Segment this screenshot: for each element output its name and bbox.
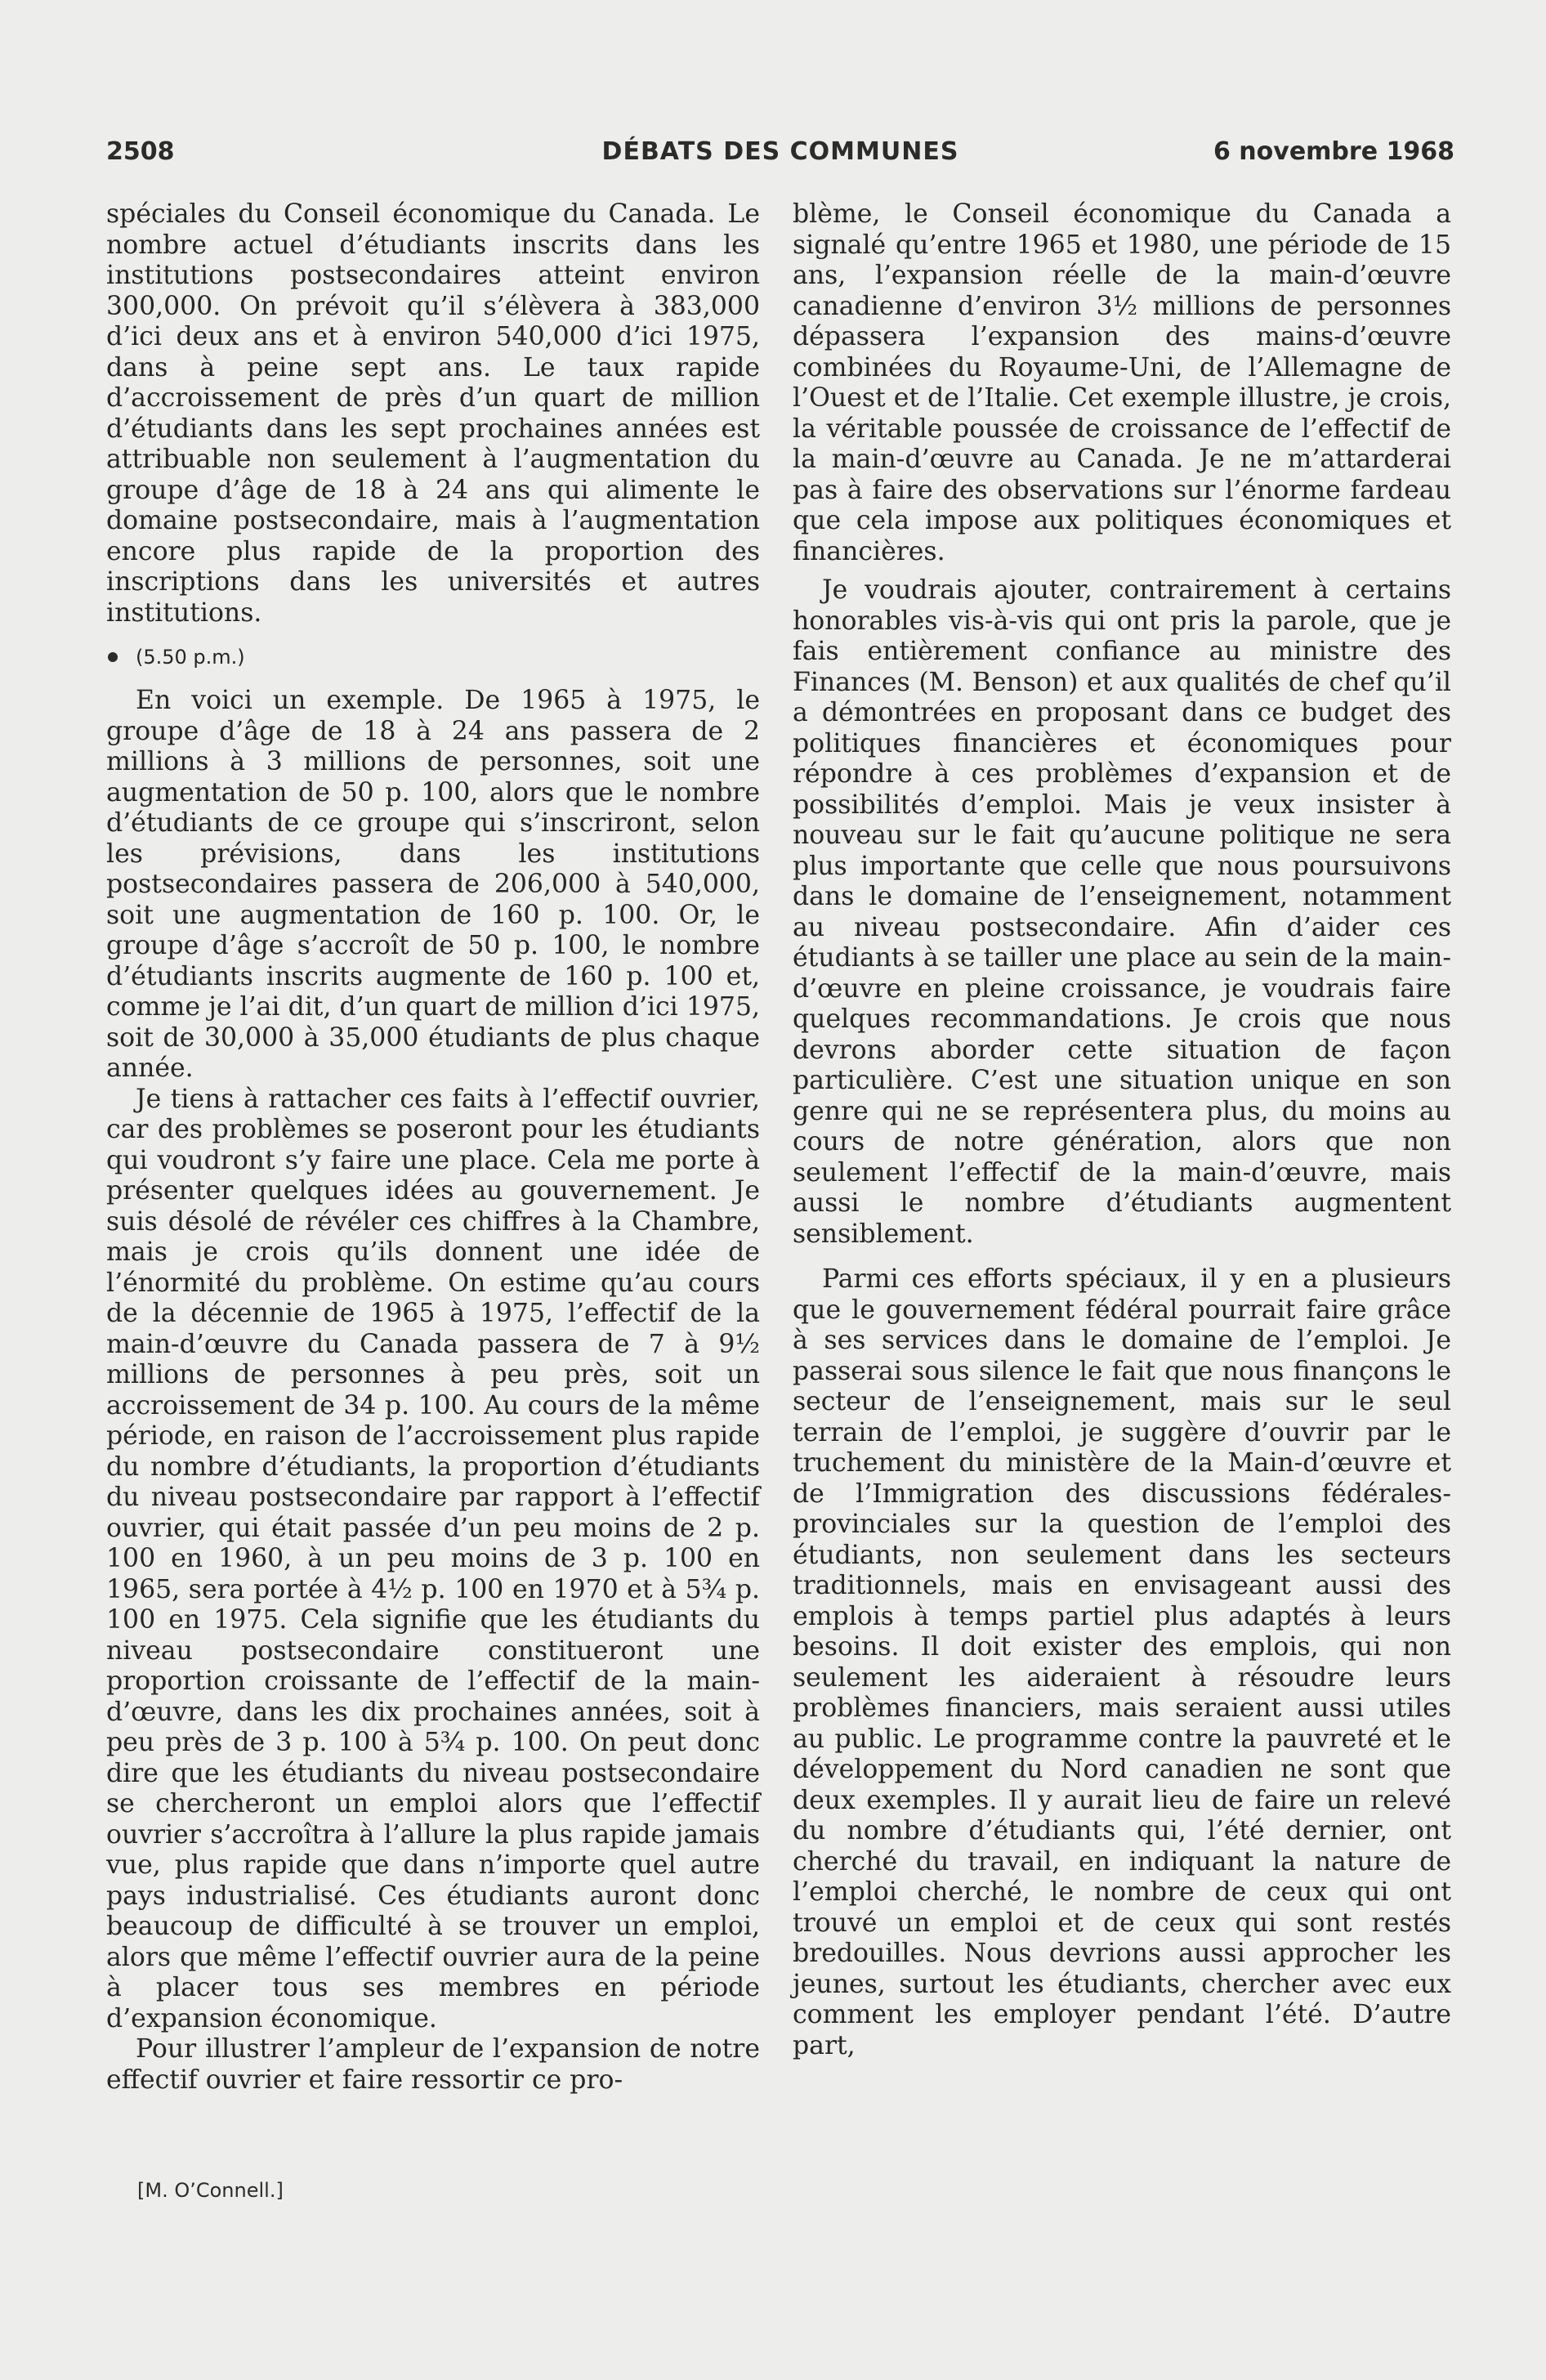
right-paragraph-2: Je voudrais ajouter, contrairement à certains honorables vis-à-vis qui ont pris la parole, que je fais entièrement confiance au ministre des Finances (M. Benson) et aux qualités de chef qu’il a démontrées en proposant dans ce budget des politiques financières et économiques pour répondre à ces problèmes d’expansion et de possibilités d’emploi. Mais je veux insister à nouveau sur le fait qu’aucune politique ne sera plus importante que celle que nous poursuivons dans le domaine de l’enseignement, notamment au niveau postsecondaire. Afin d’aider ces étudiants à se tailler une place au sein de la main-d’œuvre en pleine croissance, je voudrais faire quelques recommandations. Je crois que nous devrons aborder cette situation de façon particulière. C’est une situation unique en son genre qui ne se représentera plus, du moins au cours de notre génération, alors que non seulement l’effectif de la main-d’œuvre, mais aussi le nombre d’étudiants augmentent sensiblement. [793,575,1451,1249]
header-date: 6 novembre 1968 [1213,137,1454,166]
speaker-attribution: [M. O’Connell.] [137,2179,284,2202]
time-stamp-text: (5.50 p.m.) [136,646,245,669]
right-paragraph-1: blème, le Conseil économique du Canada a signalé qu’entre 1965 et 1980, une période de 15 ans, l’expansion réelle de la main-d’œuvre canadienne d’environ 3½ millions de personnes dépassera l’expansion des mains-d’œuvre combinées du Royaume-Uni, de l’Allemagne de l’Ouest et de l’Italie. Cet exemple illustre, je crois, la véritable poussée de croissance de l’effectif de la main-d’œuvre au Canada. Je ne m’attarderai pas à faire des observations sur l’énorme fardeau que cela impose aux politiques économiques et financières. [793,199,1451,566]
left-paragraph-3: Je tiens à rattacher ces faits à l’effectif ouvrier, car des problèmes se poseront pour les étudiants qui voudront s’y faire une place. Cela me porte à présenter quelques idées au gouvernement. Je suis désolé de révéler ces chiffres à la Chambre, mais je crois qu’ils donnent une idée de l’énormité du problème. On estime qu’au cours de la décennie de 1965 à 1975, l’effectif de la main-d’œuvre du Canada passera de 7 à 9½ millions de personnes à peu près, soit un accroissement de 34 p. 100. Au cours de la même période, en raison de l’accroissement plus rapide du nombre d’étudiants, la proportion d’étudiants du niveau postsecondaire par rapport à l’effectif ouvrier, qui était passée d’un peu moins de 2 p. 100 en 1960, à un peu moins de 3 p. 100 en 1965, sera portée à 4½ p. 100 en 1970 et à 5¾ p. 100 en 1975. Cela signifie que les étudiants du niveau postsecondaire constitueront une proportion croissante de l’effectif de la main-d’œuvre, dans les dix prochaines années, soit à peu près de 3 p. 100 à 5¾ p. 100. On peut donc dire que les étudiants du niveau postsecondaire se chercheront un emploi alors que l’effectif ouvrier s’accroîtra à l’allure la plus rapide jamais vue, plus rapide que dans n’importe quel autre pays industrialisé. Ces étudiants auront donc beaucoup de difficulté à se trouver un emploi, alors que même l’effectif ouvrier aura de la peine à placer tous ses membres en période d’expansion économique. [106,1084,760,2033]
left-paragraph-1: spéciales du Conseil économique du Canada. Le nombre actuel d’étudiants inscrits dans les institutions postsecondaires atteint environ 300,000. On prévoit qu’il s’élèvera à 383,000 d’ici deux ans et à environ 540,000 d’ici 1975, dans à peine sept ans. Le taux rapide d’accroissement de près d’un quart de million d’étudiants dans les sept prochaines années est attribuable non seulement à l’augmentation du groupe d’âge de 18 à 24 ans qui alimente le domaine postsecondaire, mais à l’augmentation encore plus rapide de la proportion des inscriptions dans les universités et autres institutions. [106,199,760,628]
page-header [106,137,1454,170]
running-title: DÉBATS DES COMMUNES [601,137,959,166]
left-paragraph-2: En voici un exemple. De 1965 à 1975, le groupe d’âge de 18 à 24 ans passera de 2 millions à 3 millions de personnes, soit une augmentation de 50 p. 100, alors que le nombre d’étudiants de ce groupe qui s’inscriront, selon les prévisions, dans les institutions postsecondaires passera de 206,000 à 540,000, soit une augmentation de 160 p. 100. Or, le groupe d’âge s’accroît de 50 p. 100, le nombre d’étudiants inscrits augmente de 160 p. 100 et, comme je l’ai dit, d’un quart de million d’ici 1975, soit de 30,000 à 35,000 étudiants de plus chaque année. [106,686,760,1083]
time-stamp [106,645,760,669]
bullet-dot-icon [108,652,118,662]
right-paragraph-3: Parmi ces efforts spéciaux, il y en a plusieurs que le gouvernement fédéral pourrait faire grâce à ses services dans le domaine de l’emploi. Je passerai sous silence le fait que nous finançons le secteur de l’enseignement, mais sur le seul terrain de l’emploi, je suggère d’ouvrir par le truchement du ministère de la Main-d’œuvre et de l’Immigration des discussions fédérales-provinciales sur la question de l’emploi des étudiants, non seulement dans les secteurs traditionnels, mais en envisageant aussi des emplois à temps partiel plus adaptés à leurs besoins. Il doit exister des emplois, qui non seulement les aideraient à résoudre leurs problèmes financiers, mais seraient aussi utiles au public. Le programme contre la pauvreté et le développement du Nord canadien ne sont que deux exemples. Il y aurait lieu de faire un relevé du nombre d’étudiants qui, l’été dernier, ont cherché du travail, en indiquant la nature de l’emploi cherché, le nombre de ceux qui ont trouvé un emploi et de ceux qui sont restés bredouilles. Nous devrions aussi approcher les jeunes, surtout les étudiants, chercher avec eux comment les employer pendant l’été. D’autre part, [793,1264,1451,2060]
right-column [793,199,1451,2061]
left-paragraph-4: Pour illustrer l’ampleur de l’expansion de notre effectif ouvrier et faire ressortir ce pro- [106,2034,760,2095]
page-number: 2508 [106,137,175,166]
left-column [106,199,760,2096]
